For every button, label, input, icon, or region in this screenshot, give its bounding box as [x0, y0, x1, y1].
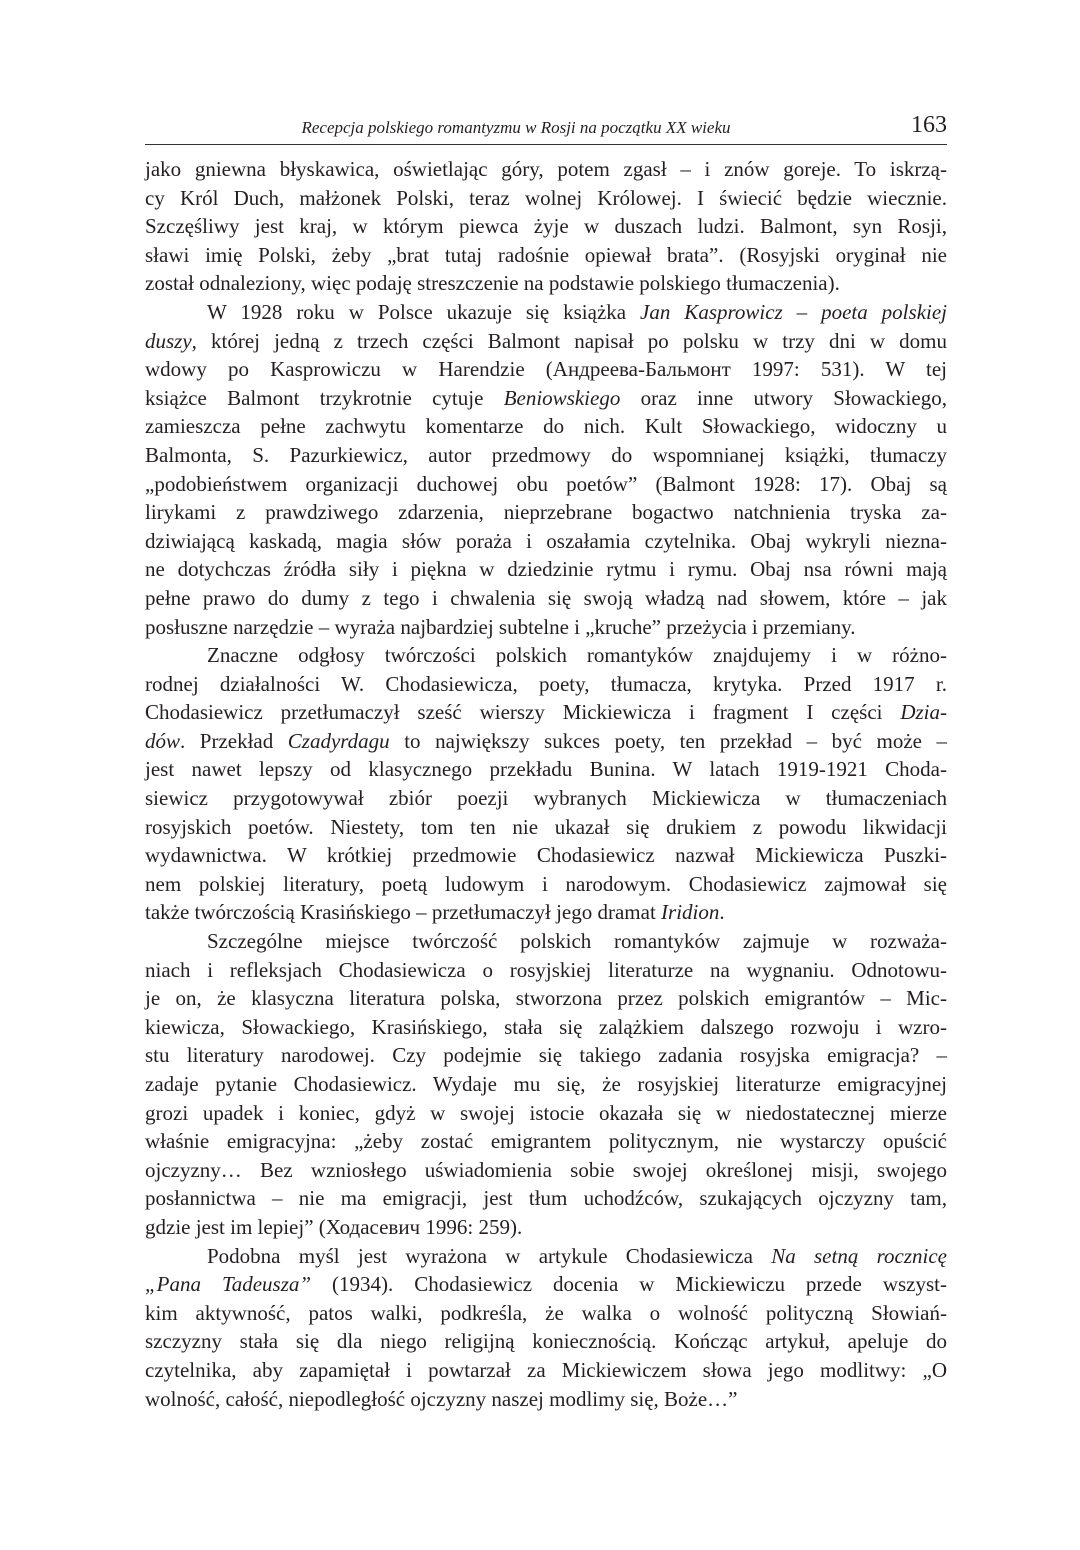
text-segment: kiewicza, Słowackiego, Krasińskiego, stała się zalążkiem dalszego rozwoju i wzro- — [145, 1014, 947, 1039]
text-line — [145, 327, 947, 356]
text-line — [145, 1041, 947, 1070]
text-line — [145, 1070, 947, 1099]
text-segment: , której jedną z trzech części Balmont napisał po polsku w trzy dni w domu — [191, 328, 947, 353]
text-segment: Chodasiewicz przetłumaczył sześć wierszy Mickiewicza i fragment I części — [145, 700, 901, 725]
text-segment: ojczyzny… Bez wzniosłego uświadomienia sobie swojej określonej misji, swojego — [145, 1157, 947, 1182]
text-line — [145, 355, 947, 384]
text-line — [145, 870, 947, 899]
text-segment: został odnaleziony, więc podaję streszczenie na podstawie polskiego tłumaczenia). — [145, 271, 840, 296]
text-segment: to największy sukces poety, ten przekład – być może – — [389, 728, 947, 753]
text-segment: cy Król Duch, małżonek Polski, teraz wolnej Królowej. I świecić będzie wiecznie. — [145, 185, 947, 210]
italic-text: Iridion — [661, 900, 720, 925]
text-segment: szczyzny stała się dla niego religijną koniecznością. Kończąc artykuł, apeluje do — [145, 1329, 947, 1354]
running-header — [145, 112, 947, 145]
text-line — [145, 898, 947, 927]
text-segment: wdowy po Kasprowiczu w Harendzie (Андреева-Бальмонт 1997: 531). W tej — [145, 357, 947, 382]
text-segment: jako gniewna błyskawica, oświetlając góry, potem zgasł – i znów goreje. To iskrzą- — [145, 157, 947, 181]
text-line — [145, 1213, 947, 1242]
text-segment: stu literatury narodowej. Czy podejmie się takiego zadania rosyjska emigracja? – — [145, 1043, 947, 1068]
text-segment: dziwiającą kaskadą, magia słów poraża i oszałamia czytelnika. Obaj wykryli niezna- — [145, 528, 947, 553]
text-line — [145, 155, 947, 184]
text-line — [145, 1127, 947, 1156]
italic-text: „Pana Tadeusza” — [145, 1272, 312, 1297]
text-line — [145, 641, 947, 670]
italic-text: Dzia- — [900, 700, 947, 725]
text-line — [145, 1356, 947, 1385]
text-line — [145, 1156, 947, 1185]
text-segment: . Przekład — [180, 728, 288, 753]
text-segment: je on, że klasyczna literatura polska, stworzona przez polskich emigrantów – Mic- — [145, 986, 947, 1011]
text-segment: posłuszne narzędzie – wyraża najbardziej subtelne i „kruche” przeżycia i przemiany. — [145, 614, 856, 639]
text-segment: grozi upadek i koniec, gdyż w swojej istocie okazała się w niedostatecznej mierze — [145, 1100, 947, 1125]
text-line — [145, 1099, 947, 1128]
text-segment: posłannictwa – nie ma emigracji, jest tłum uchodźców, szukających ojczyzny tam, — [145, 1186, 947, 1211]
text-line — [145, 1242, 947, 1271]
text-line — [145, 1327, 947, 1356]
text-line — [145, 813, 947, 842]
text-line — [145, 298, 947, 327]
text-line — [145, 984, 947, 1013]
text-segment: także twórczością Krasińskiego – przetłumaczył jego dramat — [145, 900, 662, 925]
text-segment: właśnie emigracyjna: „żeby zostać emigrantem politycznym, nie wystarczy opuścić — [145, 1129, 947, 1154]
text-line — [145, 412, 947, 441]
text-segment: gdzie jest im lepiej” (Ходасевич 1996: 259). — [145, 1214, 523, 1239]
text-segment: pełne prawo do dumy z tego i chwalenia się swoją władzą nad słowem, które – jak — [145, 585, 947, 610]
text-line — [145, 755, 947, 784]
text-segment: nem polskiej literatury, poetą ludowym i narodowym. Chodasiewicz zajmował się — [145, 871, 947, 896]
text-segment: . — [719, 900, 725, 925]
text-segment: „podobieństwem organizacji duchowej obu poetów” (Balmont 1928: 17). Obaj są — [145, 471, 947, 496]
text-segment: Szczególne miejsce twórczość polskich romantyków zajmuje w rozważa- — [207, 929, 947, 954]
italic-text: Beniowskiego — [503, 385, 621, 410]
italic-text: dów — [145, 728, 181, 753]
text-segment: wydawnictwa. W krótkiej przedmowie Chodasiewicz nazwał Mickiewicza Puszki- — [145, 843, 947, 868]
text-line — [145, 1013, 947, 1042]
text-line — [145, 269, 947, 298]
text-segment: niach i refleksjach Chodasiewicza o rosyjskiej literaturze na wygnaniu. Odnotowu- — [145, 957, 947, 982]
text-segment: (1934). Chodasiewicz docenia w Mickiewiczu przede wszyst- — [311, 1272, 947, 1297]
text-line — [145, 841, 947, 870]
text-line — [145, 384, 947, 413]
text-line — [145, 470, 947, 499]
text-segment: lirykami z prawdziwego zdarzenia, nieprzebrane bogactwo natchnienia tryska za- — [145, 500, 947, 525]
text-segment: Balmonta, S. Pazurkiewicz, autor przedmowy do wspomnianej książki, tłumaczy — [145, 442, 947, 467]
text-segment: jest nawet lepszy od klasycznego przekładu Bunina. W latach 1919-1921 Choda- — [145, 757, 947, 782]
text-line — [145, 241, 947, 270]
text-segment: W 1928 roku w Polsce ukazuje się książka — [207, 299, 641, 324]
paragraph — [145, 1242, 947, 1414]
paragraph — [145, 927, 947, 1242]
text-line — [145, 184, 947, 213]
text-line — [145, 1184, 947, 1213]
text-segment: czytelnika, aby zapamiętał i powtarzał za Mickiewiczem słowa jego modlitwy: „O — [145, 1357, 947, 1382]
text-line — [145, 956, 947, 985]
text-line — [145, 784, 947, 813]
text-line — [145, 555, 947, 584]
text-segment: Znaczne odgłosy twórczości polskich romantyków znajdujemy i w różno- — [207, 643, 947, 668]
text-line — [145, 698, 947, 727]
text-line — [145, 441, 947, 470]
paragraph — [145, 155, 947, 298]
text-segment: zadaje pytanie Chodasiewicz. Wydaje mu się, że rosyjskiej literaturze emigracyjnej — [145, 1072, 947, 1096]
running-title: Recepcja polskiego romantyzmu w Rosji na początku XX wieku — [301, 118, 731, 137]
paragraph — [145, 298, 947, 641]
text-segment: zamieszcza pełne zachwytu komentarze do nich. Kult Słowackiego, widoczny u — [145, 414, 947, 439]
italic-text: Jan Kasprowicz – poeta polskiej — [640, 299, 948, 324]
text-segment: Szczęśliwy jest kraj, w którym piewca żyje w duszach ludzi. Balmont, syn Rosji, — [145, 214, 947, 239]
text-line — [145, 1299, 947, 1328]
text-line — [145, 727, 947, 756]
body-text — [145, 155, 947, 1413]
paragraph — [145, 641, 947, 927]
italic-text: Na setną rocznicę — [771, 1243, 947, 1268]
text-segment: książce Balmont trzykrotnie cytuje — [145, 385, 504, 410]
text-line — [145, 527, 947, 556]
text-line — [145, 584, 947, 613]
text-segment: ne dotychczas źródła siły i piękna w dziedzinie rytmu i rymu. Obaj nsa równi mają — [145, 557, 947, 582]
text-line — [145, 1385, 947, 1414]
italic-text: duszy — [145, 328, 192, 353]
text-line — [145, 927, 947, 956]
text-segment: siewicz przygotowywał zbiór poezji wybranych Mickiewicza w tłumaczeniach — [145, 786, 947, 811]
italic-text: Czadyrdagu — [287, 728, 390, 753]
page-number: 163 — [911, 112, 947, 138]
text-segment: oraz inne utwory Słowackiego, — [620, 385, 947, 410]
text-line — [145, 498, 947, 527]
text-segment: kim aktywność, patos walki, podkreśla, że walka o wolność polityczną Słowiań- — [145, 1300, 947, 1325]
text-line — [145, 613, 947, 642]
text-line — [145, 1270, 947, 1299]
text-line — [145, 212, 947, 241]
text-segment: rosyjskich poetów. Niestety, tom ten nie ukazał się drukiem z powodu likwidacji — [145, 814, 947, 839]
text-segment: Podobna myśl jest wyrażona w artykule Chodasiewicza — [207, 1243, 772, 1268]
text-segment: wolność, całość, niepodległość ojczyzny naszej modlimy się, Boże…” — [145, 1386, 738, 1411]
text-segment: rodnej działalności W. Chodasiewicza, poety, tłumacza, krytyka. Przed 1917 r. — [145, 671, 947, 696]
text-line — [145, 670, 947, 699]
text-segment: sławi imię Polski, żeby „brat tutaj radośnie opiewał brata”. (Rosyjski oryginał nie — [145, 242, 947, 267]
